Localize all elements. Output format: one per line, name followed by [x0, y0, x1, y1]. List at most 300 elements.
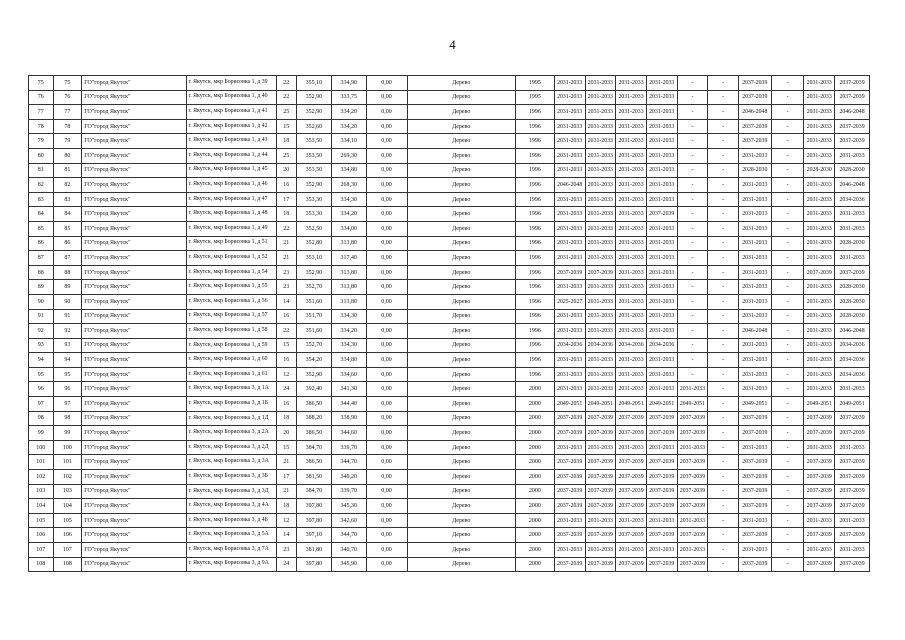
repair-period-4-cell: 2031-2033 [646, 236, 677, 251]
repair-period-10-cell: 2028-2030 [835, 236, 870, 251]
repair-period-7-cell: 2031-2033 [738, 192, 771, 207]
repair-period-5-cell: - [677, 309, 708, 324]
repair-period-5-cell: 2031-2033 [677, 440, 708, 455]
repair-period-8-cell: - [771, 163, 804, 178]
repair-period-6-cell: - [708, 309, 739, 324]
living-area-cell: 334,10 [331, 134, 366, 149]
repair-period-3-cell: 2031-2033 [616, 163, 647, 178]
apartments-cell: 24 [276, 382, 296, 397]
repair-period-4-cell: 2031-2033 [646, 251, 677, 266]
total-area-cell: 397,10 [297, 528, 332, 543]
wall-material-cell: Дерево [407, 499, 515, 514]
wall-material-cell: Дерево [407, 338, 515, 353]
owner-cell: ГО"город Якутск" [82, 367, 186, 382]
address-cell: г. Якутск, мкр Борисовка 1, д 55 [186, 280, 276, 295]
apartments-cell: 18 [276, 411, 296, 426]
repair-period-8-cell: - [771, 207, 804, 222]
living-area-cell: 340,20 [331, 470, 366, 485]
repair-period-1-cell: 2031-2033 [554, 90, 585, 105]
repair-period-8-cell: - [771, 294, 804, 309]
build-year-cell: 1996 [515, 294, 554, 309]
wall-material-cell: Дерево [407, 455, 515, 470]
owner-cell: ГО"город Якутск" [82, 528, 186, 543]
repair-period-1-cell: 2031-2033 [554, 105, 585, 120]
repair-period-3-cell: 2031-2033 [616, 148, 647, 163]
wall-material-cell: Дерево [407, 192, 515, 207]
address-cell: г. Якутск, мкр Борисовка 1, д 56 [186, 294, 276, 309]
build-year-cell: 2000 [515, 411, 554, 426]
repair-period-5-cell: - [677, 163, 708, 178]
owner-cell: ГО"город Якутск" [82, 90, 186, 105]
repair-period-1-cell: 2037-2039 [554, 265, 585, 280]
address-cell: г. Якутск, мкр Борисовка 1, д 40 [186, 90, 276, 105]
apartments-cell: 21 [276, 251, 296, 266]
row-number-cell: 101 [29, 455, 54, 470]
repair-period-10-cell: 2028-2030 [835, 294, 870, 309]
repair-period-3-cell: 2049-2051 [616, 397, 647, 412]
repair-period-5-cell: - [677, 148, 708, 163]
wall-material-cell: Дерево [407, 251, 515, 266]
repair-period-9-cell: 2031-2033 [804, 280, 835, 295]
value-cell: 0,00 [366, 499, 407, 514]
repair-period-8-cell: - [771, 397, 804, 412]
address-cell: г. Якутск, мкр Борисовка 1, д 54 [186, 265, 276, 280]
owner-cell: ГО"город Якутск" [82, 382, 186, 397]
repair-period-7-cell: 2037-2039 [738, 455, 771, 470]
total-area-cell: 354,20 [297, 353, 332, 368]
repair-period-8-cell: - [771, 119, 804, 134]
repair-period-2-cell: 2034-2036 [585, 338, 616, 353]
total-area-cell: 353,50 [297, 134, 332, 149]
repair-period-8-cell: - [771, 178, 804, 193]
repair-period-2-cell: 2031-2033 [585, 382, 616, 397]
repair-period-7-cell: 2031-2033 [738, 440, 771, 455]
item-number-cell: 105 [53, 513, 82, 528]
value-cell: 0,00 [366, 192, 407, 207]
apartments-cell: 23 [276, 543, 296, 558]
build-year-cell: 1996 [515, 236, 554, 251]
repair-period-1-cell: 2031-2033 [554, 543, 585, 558]
repair-period-2-cell: 2031-2033 [585, 207, 616, 222]
repair-period-6-cell: - [708, 207, 739, 222]
apartments-cell: 24 [276, 557, 296, 572]
repair-period-7-cell: 2031-2033 [738, 294, 771, 309]
total-area-cell: 353,10 [297, 251, 332, 266]
apartments-cell: 16 [276, 397, 296, 412]
repair-period-3-cell: 2031-2033 [616, 367, 647, 382]
repair-period-7-cell: 2037-2039 [738, 499, 771, 514]
build-year-cell: 1996 [515, 324, 554, 339]
apartments-cell: 21 [276, 236, 296, 251]
table-row [29, 382, 870, 397]
value-cell: 0,00 [366, 528, 407, 543]
repair-period-1-cell: 2034-2036 [554, 338, 585, 353]
repair-period-1-cell: 2031-2033 [554, 119, 585, 134]
repair-period-10-cell: 2037-2039 [835, 411, 870, 426]
repair-period-2-cell: 2031-2033 [585, 543, 616, 558]
repair-period-4-cell: 2037-2039 [646, 470, 677, 485]
repair-period-10-cell: 2034-2036 [835, 353, 870, 368]
repair-period-2-cell: 2037-2039 [585, 484, 616, 499]
repair-period-2-cell: 2031-2033 [585, 76, 616, 91]
apartments-cell: 23 [276, 280, 296, 295]
wall-material-cell: Дерево [407, 353, 515, 368]
repair-period-4-cell: 2037-2039 [646, 484, 677, 499]
living-area-cell: 317,40 [331, 251, 366, 266]
repair-period-7-cell: 2037-2039 [738, 470, 771, 485]
table-row [29, 484, 870, 499]
owner-cell: ГО"город Якутск" [82, 353, 186, 368]
repair-period-6-cell: - [708, 543, 739, 558]
repair-period-2-cell: 2031-2033 [585, 90, 616, 105]
repair-period-9-cell: 2031-2033 [804, 119, 835, 134]
repair-period-3-cell: 2031-2033 [616, 324, 647, 339]
address-cell: г. Якутск, мкр Борисовка 1, д 57 [186, 309, 276, 324]
build-year-cell: 2000 [515, 470, 554, 485]
repair-period-10-cell: 2031-2033 [835, 543, 870, 558]
living-area-cell: 269,30 [331, 148, 366, 163]
repair-period-1-cell: 2037-2039 [554, 528, 585, 543]
address-cell: г. Якутск, мкр Борисовка 3, д 4Б [186, 513, 276, 528]
total-area-cell: 388,20 [297, 411, 332, 426]
repair-period-5-cell: - [677, 207, 708, 222]
repair-period-9-cell: 2049-2051 [804, 397, 835, 412]
repair-period-10-cell: 2031-2033 [835, 148, 870, 163]
living-area-cell: 334,30 [331, 338, 366, 353]
repair-period-2-cell: 2031-2033 [585, 134, 616, 149]
living-area-cell: 313,80 [331, 294, 366, 309]
repair-period-8-cell: - [771, 280, 804, 295]
repair-period-1-cell: 2037-2039 [554, 499, 585, 514]
value-cell: 0,00 [366, 397, 407, 412]
repair-period-5-cell: - [677, 324, 708, 339]
item-number-cell: 104 [53, 499, 82, 514]
table-row [29, 221, 870, 236]
address-cell: г. Якутск, мкр Борисовка 3, д 3Б [186, 470, 276, 485]
address-cell: г. Якутск, мкр Борисовка 1, д 46 [186, 178, 276, 193]
repair-period-4-cell: 2037-2039 [646, 411, 677, 426]
repair-period-1-cell: 2037-2039 [554, 411, 585, 426]
row-number-cell: 100 [29, 440, 54, 455]
total-area-cell: 352,70 [297, 280, 332, 295]
repair-period-9-cell: 2031-2033 [804, 382, 835, 397]
owner-cell: ГО"город Якутск" [82, 513, 186, 528]
repair-period-10-cell: 2037-2039 [835, 134, 870, 149]
value-cell: 0,00 [366, 76, 407, 91]
repair-period-4-cell: 2031-2033 [646, 353, 677, 368]
repair-period-1-cell: 2031-2033 [554, 76, 585, 91]
table-row [29, 134, 870, 149]
living-area-cell: 313,80 [331, 280, 366, 295]
repair-period-6-cell: - [708, 134, 739, 149]
item-number-cell: 101 [53, 455, 82, 470]
repair-period-1-cell: 2037-2039 [554, 484, 585, 499]
repair-period-9-cell: 2031-2033 [804, 367, 835, 382]
living-area-cell: 334,20 [331, 105, 366, 120]
address-cell: г. Якутск, мкр Борисовка 1, д 58 [186, 324, 276, 339]
table-row [29, 455, 870, 470]
repair-period-6-cell: - [708, 265, 739, 280]
repair-period-8-cell: - [771, 499, 804, 514]
owner-cell: ГО"город Якутск" [82, 338, 186, 353]
table-body [29, 76, 870, 572]
living-area-cell: 344,70 [331, 528, 366, 543]
repair-period-8-cell: - [771, 484, 804, 499]
page-number: 4 [449, 37, 456, 52]
owner-cell: ГО"город Якутск" [82, 178, 186, 193]
repair-period-3-cell: 2034-2036 [616, 338, 647, 353]
item-number-cell: 94 [53, 353, 82, 368]
row-number-cell: 78 [29, 119, 54, 134]
repair-period-7-cell: 2031-2033 [738, 543, 771, 558]
repair-period-3-cell: 2031-2033 [616, 251, 647, 266]
repair-period-7-cell: 2028-2030 [738, 163, 771, 178]
table-row [29, 280, 870, 295]
value-cell: 0,00 [366, 163, 407, 178]
owner-cell: ГО"город Якутск" [82, 294, 186, 309]
wall-material-cell: Дерево [407, 294, 515, 309]
repair-period-3-cell: 2031-2033 [616, 207, 647, 222]
table-row [29, 148, 870, 163]
item-number-cell: 83 [53, 192, 82, 207]
repair-period-6-cell: - [708, 440, 739, 455]
repair-period-10-cell: 2034-2036 [835, 367, 870, 382]
address-cell: г. Якутск, мкр Борисовка 3, д 3А [186, 455, 276, 470]
build-year-cell: 2000 [515, 499, 554, 514]
address-cell: г. Якутск, мкр Борисовка 1, д 47 [186, 192, 276, 207]
address-cell: г. Якутск, мкр Борисовка 1, д 52 [186, 251, 276, 266]
value-cell: 0,00 [366, 411, 407, 426]
repair-period-3-cell: 2031-2033 [616, 513, 647, 528]
repair-period-4-cell: 2037-2039 [646, 499, 677, 514]
repair-period-8-cell: - [771, 411, 804, 426]
owner-cell: ГО"город Якутск" [82, 192, 186, 207]
repair-period-6-cell: - [708, 484, 739, 499]
table-row [29, 192, 870, 207]
repair-period-10-cell: 2037-2039 [835, 265, 870, 280]
value-cell: 0,00 [366, 294, 407, 309]
row-number-cell: 106 [29, 528, 54, 543]
table-row [29, 265, 870, 280]
repair-period-2-cell: 2031-2033 [585, 178, 616, 193]
row-number-cell: 75 [29, 76, 54, 91]
repair-period-4-cell: 2031-2033 [646, 221, 677, 236]
item-number-cell: 106 [53, 528, 82, 543]
repair-period-10-cell: 2031-2033 [835, 207, 870, 222]
repair-period-4-cell: 2031-2033 [646, 367, 677, 382]
repair-period-4-cell: 2034-2036 [646, 338, 677, 353]
value-cell: 0,00 [366, 455, 407, 470]
total-area-cell: 352,90 [297, 265, 332, 280]
apartments-cell: 21 [276, 455, 296, 470]
living-area-cell: 334,00 [331, 221, 366, 236]
address-cell: г. Якутск, мкр Борисовка 3, д 1А [186, 382, 276, 397]
build-year-cell: 1995 [515, 90, 554, 105]
repair-period-6-cell: - [708, 411, 739, 426]
owner-cell: ГО"город Якутск" [82, 470, 186, 485]
address-cell: г. Якутск, мкр Борисовка 1, д 43 [186, 134, 276, 149]
repair-period-10-cell: 2037-2039 [835, 470, 870, 485]
apartments-cell: 20 [276, 163, 296, 178]
repair-period-8-cell: - [771, 236, 804, 251]
apartments-cell: 23 [276, 265, 296, 280]
repair-period-3-cell: 2037-2039 [616, 499, 647, 514]
repair-period-3-cell: 2031-2033 [616, 382, 647, 397]
repair-period-6-cell: - [708, 338, 739, 353]
value-cell: 0,00 [366, 148, 407, 163]
repair-period-8-cell: - [771, 557, 804, 572]
repair-period-6-cell: - [708, 294, 739, 309]
repair-period-6-cell: - [708, 163, 739, 178]
build-year-cell: 1996 [515, 207, 554, 222]
repair-period-4-cell: 2031-2033 [646, 163, 677, 178]
item-number-cell: 86 [53, 236, 82, 251]
build-year-cell: 1996 [515, 251, 554, 266]
wall-material-cell: Дерево [407, 148, 515, 163]
table-row [29, 251, 870, 266]
repair-period-9-cell: 2037-2039 [804, 557, 835, 572]
owner-cell: ГО"город Якутск" [82, 207, 186, 222]
repair-period-4-cell: 2031-2033 [646, 178, 677, 193]
repair-period-4-cell: 2031-2033 [646, 513, 677, 528]
repair-period-9-cell: 2037-2039 [804, 426, 835, 441]
table-row [29, 76, 870, 91]
item-number-cell: 91 [53, 309, 82, 324]
row-number-cell: 107 [29, 543, 54, 558]
apartments-cell: 12 [276, 367, 296, 382]
repair-period-4-cell: 2031-2033 [646, 294, 677, 309]
repair-period-5-cell: 2037-2039 [677, 455, 708, 470]
repair-period-2-cell: 2031-2033 [585, 163, 616, 178]
apartments-cell: 14 [276, 528, 296, 543]
repair-period-1-cell: 2031-2033 [554, 251, 585, 266]
build-year-cell: 2000 [515, 440, 554, 455]
item-number-cell: 107 [53, 543, 82, 558]
repair-period-10-cell: 2028-2030 [835, 163, 870, 178]
row-number-cell: 82 [29, 178, 54, 193]
value-cell: 0,00 [366, 513, 407, 528]
address-cell: г. Якутск, мкр Борисовка 1, д 51 [186, 236, 276, 251]
repair-period-5-cell: - [677, 294, 708, 309]
living-area-cell: 340,70 [331, 543, 366, 558]
repair-period-6-cell: - [708, 251, 739, 266]
wall-material-cell: Дерево [407, 513, 515, 528]
table-row [29, 528, 870, 543]
address-cell: г. Якутск, мкр Борисовка 3, д 4А [186, 499, 276, 514]
address-cell: г. Якутск, мкр Борисовка 1, д 44 [186, 148, 276, 163]
total-area-cell: 352,70 [297, 338, 332, 353]
repair-period-1-cell: 2031-2033 [554, 280, 585, 295]
living-area-cell: 344,40 [331, 397, 366, 412]
item-number-cell: 85 [53, 221, 82, 236]
value-cell: 0,00 [366, 236, 407, 251]
value-cell: 0,00 [366, 105, 407, 120]
living-area-cell: 334,60 [331, 367, 366, 382]
total-area-cell: 351,60 [297, 324, 332, 339]
build-year-cell: 1996 [515, 134, 554, 149]
build-year-cell: 1996 [515, 105, 554, 120]
living-area-cell: 338,90 [331, 411, 366, 426]
repair-period-6-cell: - [708, 513, 739, 528]
row-number-cell: 90 [29, 294, 54, 309]
row-number-cell: 86 [29, 236, 54, 251]
repair-period-3-cell: 2031-2033 [616, 294, 647, 309]
address-cell: г. Якутск, мкр Борисовка 1, д 45 [186, 163, 276, 178]
table-row [29, 207, 870, 222]
repair-period-5-cell: 2031-2033 [677, 513, 708, 528]
repair-period-10-cell: 2037-2039 [835, 499, 870, 514]
table-row [29, 426, 870, 441]
row-number-cell: 92 [29, 324, 54, 339]
repair-period-7-cell: 2031-2033 [738, 221, 771, 236]
repair-period-6-cell: - [708, 192, 739, 207]
repair-period-7-cell: 2046-2048 [738, 105, 771, 120]
repair-period-2-cell: 2031-2033 [585, 119, 616, 134]
repair-period-9-cell: 2031-2033 [804, 90, 835, 105]
item-number-cell: 103 [53, 484, 82, 499]
wall-material-cell: Дерево [407, 324, 515, 339]
repair-period-2-cell: 2031-2033 [585, 221, 616, 236]
item-number-cell: 99 [53, 426, 82, 441]
repair-period-10-cell: 2037-2039 [835, 557, 870, 572]
apartments-cell: 16 [276, 178, 296, 193]
repair-period-8-cell: - [771, 455, 804, 470]
owner-cell: ГО"город Якутск" [82, 134, 186, 149]
repair-period-6-cell: - [708, 76, 739, 91]
repair-period-6-cell: - [708, 397, 739, 412]
repair-period-7-cell: 2037-2039 [738, 134, 771, 149]
item-number-cell: 84 [53, 207, 82, 222]
row-number-cell: 96 [29, 382, 54, 397]
repair-period-2-cell: 2031-2033 [585, 294, 616, 309]
total-area-cell: 351,70 [297, 309, 332, 324]
repair-period-7-cell: 2031-2033 [738, 265, 771, 280]
repair-period-10-cell: 2046-2048 [835, 324, 870, 339]
owner-cell: ГО"город Якутск" [82, 557, 186, 572]
repair-period-5-cell: - [677, 338, 708, 353]
apartments-cell: 15 [276, 338, 296, 353]
repair-period-6-cell: - [708, 470, 739, 485]
repair-period-10-cell: 2037-2039 [835, 484, 870, 499]
repair-period-7-cell: 2037-2039 [738, 528, 771, 543]
build-year-cell: 2000 [515, 426, 554, 441]
repair-period-8-cell: - [771, 192, 804, 207]
repair-period-10-cell: 2046-2048 [835, 105, 870, 120]
build-year-cell: 2000 [515, 513, 554, 528]
repair-period-7-cell: 2031-2033 [738, 338, 771, 353]
living-area-cell: 334,20 [331, 119, 366, 134]
repair-period-8-cell: - [771, 338, 804, 353]
item-number-cell: 75 [53, 76, 82, 91]
owner-cell: ГО"город Якутск" [82, 324, 186, 339]
repair-period-2-cell: 2031-2033 [585, 353, 616, 368]
repair-period-7-cell: 2037-2039 [738, 411, 771, 426]
repair-period-1-cell: 2031-2033 [554, 148, 585, 163]
total-area-cell: 384,70 [297, 440, 332, 455]
total-area-cell: 352,90 [297, 178, 332, 193]
repair-period-9-cell: 2031-2033 [804, 148, 835, 163]
total-area-cell: 397,80 [297, 499, 332, 514]
repair-period-2-cell: 2031-2033 [585, 324, 616, 339]
repair-period-5-cell: - [677, 192, 708, 207]
address-cell: г. Якутск, мкр Борисовка 1, д 39 [186, 76, 276, 91]
repair-period-6-cell: - [708, 119, 739, 134]
repair-period-1-cell: 2037-2039 [554, 470, 585, 485]
repair-period-9-cell: 2031-2033 [804, 207, 835, 222]
total-area-cell: 353,30 [297, 192, 332, 207]
repair-period-5-cell: 2037-2039 [677, 470, 708, 485]
living-area-cell: 334,80 [331, 163, 366, 178]
